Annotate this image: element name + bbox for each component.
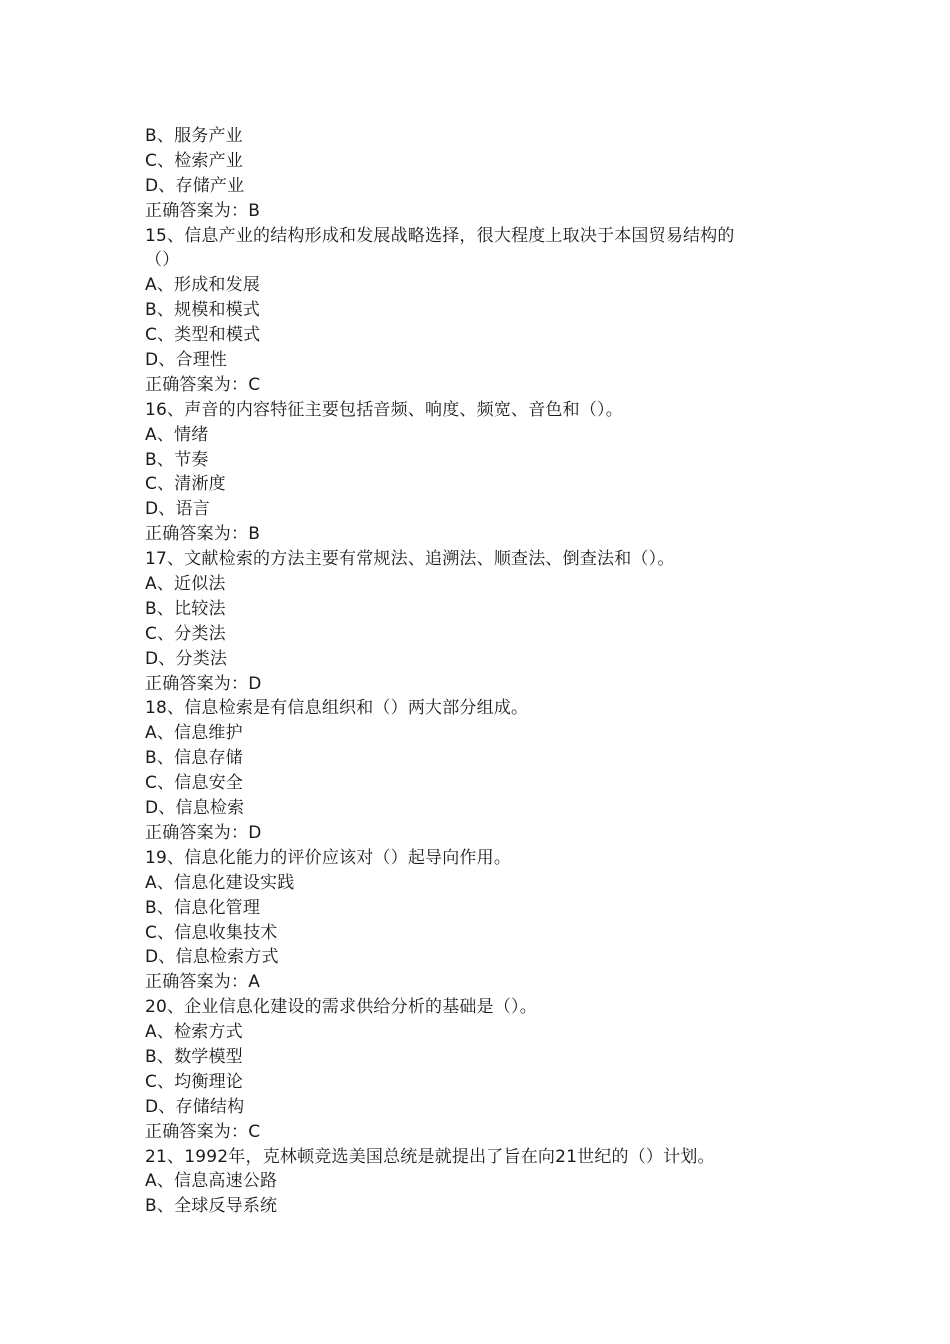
question-line-continuation: （） <box>145 250 180 271</box>
answer-line: 正确答案为：D <box>145 673 262 694</box>
question-line: 15、信息产业的结构形成和发展战略选择，很大程度上取决于本国贸易结构的 <box>145 225 735 246</box>
option-line: D、语言 <box>145 499 210 520</box>
option-line: C、类型和模式 <box>145 325 261 346</box>
option-line: D、合理性 <box>145 350 228 371</box>
option-line: D、信息检索 <box>145 798 245 819</box>
option-line: A、信息高速公路 <box>145 1171 278 1192</box>
option-line: C、检索产业 <box>145 150 244 171</box>
answer-line: 正确答案为：B <box>145 524 261 545</box>
option-line: D、存储产业 <box>145 175 245 196</box>
option-line: D、存储结构 <box>145 1096 245 1117</box>
option-line: B、规模和模式 <box>145 300 261 321</box>
option-line: B、服务产业 <box>145 126 243 146</box>
option-line: A、信息维护 <box>145 723 243 744</box>
document-page <box>145 124 825 1219</box>
option-line: A、形成和发展 <box>145 275 261 296</box>
option-line: B、数学模型 <box>145 1046 243 1067</box>
question-line: 19、信息化能力的评价应该对（）起导向作用。 <box>145 847 512 868</box>
question-line: 21、1992年，克林顿竞选美国总统是就提出了旨在向21世纪的（）计划。 <box>145 1146 715 1167</box>
question-line: 16、声音的内容特征主要包括音频、响度、频宽、音色和（）。 <box>145 399 623 420</box>
option-line: B、比较法 <box>145 598 226 619</box>
option-line: C、信息安全 <box>145 773 244 794</box>
option-line: B、信息化管理 <box>145 897 261 918</box>
option-line: D、信息检索方式 <box>145 947 279 968</box>
option-line: C、均衡理论 <box>145 1071 244 1092</box>
option-line: B、信息存储 <box>145 748 243 769</box>
option-line: A、信息化建设实践 <box>145 872 295 893</box>
question-line: 18、信息检索是有信息组织和（）两大部分组成。 <box>145 698 529 719</box>
answer-line: 正确答案为：C <box>145 1121 261 1142</box>
option-line: C、清淅度 <box>145 474 226 495</box>
option-line: D、分类法 <box>145 648 228 669</box>
answer-line: 正确答案为：A <box>145 972 261 993</box>
option-line: A、检索方式 <box>145 1022 243 1043</box>
option-line: A、情绪 <box>145 424 209 445</box>
answer-line: 正确答案为：D <box>145 822 262 843</box>
answer-line: 正确答案为：B <box>145 200 261 221</box>
option-line: C、信息收集技术 <box>145 922 278 943</box>
question-line: 20、企业信息化建设的需求供给分析的基础是（）。 <box>145 997 537 1018</box>
answer-line: 正确答案为：C <box>145 374 261 395</box>
option-line: A、近似法 <box>145 574 226 595</box>
question-line: 17、文献检索的方法主要有常规法、追溯法、顺查法、倒查法和（）。 <box>145 549 675 570</box>
option-line: B、全球反导系统 <box>145 1196 278 1217</box>
option-line: C、分类法 <box>145 623 226 644</box>
option-line: B、节奏 <box>145 449 209 470</box>
